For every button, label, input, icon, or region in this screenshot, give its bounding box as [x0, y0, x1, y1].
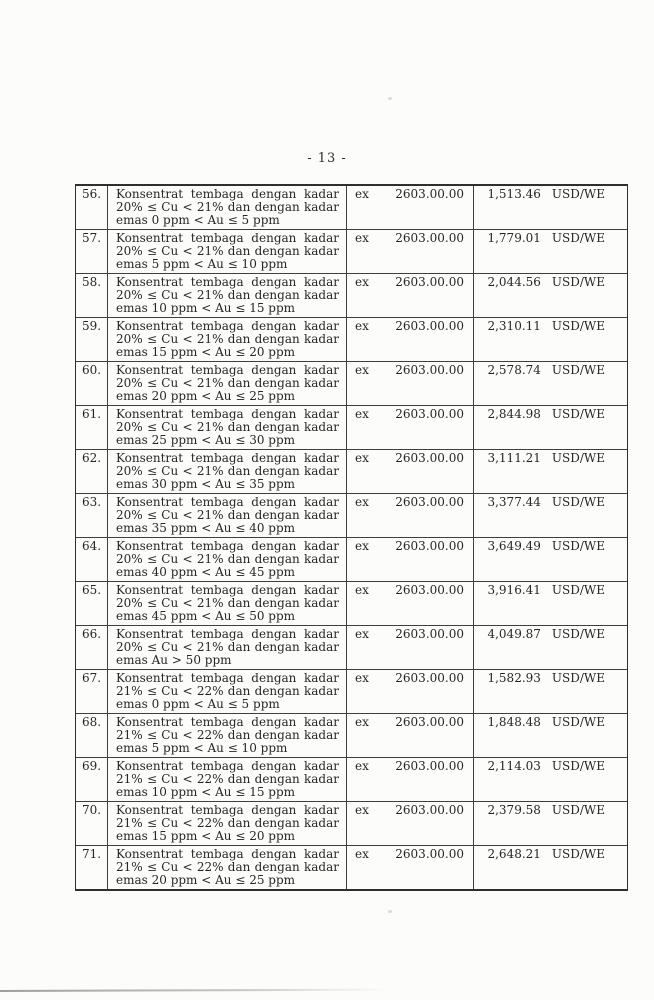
hs-code: 2603.00.00 — [395, 187, 464, 201]
table-row — [76, 670, 627, 714]
description-line: 21% ≤ Cu < 22% dan dengan kadar — [116, 860, 339, 874]
price-amount: 4,049.87 — [487, 627, 541, 641]
hs-code: 2603.00.00 — [395, 715, 464, 729]
description-line: Konsentrat tembaga dengan kadar — [116, 803, 339, 817]
row-price — [474, 582, 627, 625]
scan-artifact-line — [0, 989, 392, 992]
hs-code: 2603.00.00 — [395, 231, 464, 245]
row-description — [108, 714, 347, 757]
description-line: 20% ≤ Cu < 21% dan dengan kadar — [116, 640, 339, 654]
hs-ex-prefix: ex — [355, 759, 369, 773]
row-hs-code — [347, 758, 474, 801]
hs-code: 2603.00.00 — [395, 583, 464, 597]
price-amount: 2,578.74 — [487, 363, 541, 377]
price-amount: 2,844.98 — [487, 407, 541, 421]
table-row — [76, 362, 627, 406]
hs-code: 2603.00.00 — [395, 319, 464, 333]
hs-ex-prefix: ex — [355, 803, 369, 817]
description-line: emas 15 ppm < Au ≤ 20 ppm — [116, 829, 296, 843]
description-line: Konsentrat tembaga dengan kadar — [116, 231, 339, 245]
row-description — [108, 758, 347, 801]
description-line: 20% ≤ Cu < 21% dan dengan kadar — [116, 464, 339, 478]
row-price — [474, 186, 627, 229]
description-line: 20% ≤ Cu < 21% dan dengan kadar — [116, 552, 339, 566]
description-line: emas 0 ppm < Au ≤ 5 ppm — [116, 697, 280, 711]
description-line: 21% ≤ Cu < 22% dan dengan kadar — [116, 684, 339, 698]
description-line: Konsentrat tembaga dengan kadar — [116, 759, 339, 773]
price-amount: 2,648.21 — [487, 847, 541, 861]
hs-code: 2603.00.00 — [395, 275, 464, 289]
hs-ex-prefix: ex — [355, 847, 369, 861]
row-hs-code — [347, 538, 474, 581]
table-row — [76, 714, 627, 758]
row-hs-code — [347, 582, 474, 625]
description-line: Konsentrat tembaga dengan kadar — [116, 847, 339, 861]
price-unit: USD/WE — [551, 275, 605, 289]
description-line: 20% ≤ Cu < 21% dan dengan kadar — [116, 244, 339, 258]
hs-code: 2603.00.00 — [395, 539, 464, 553]
description-line: Konsentrat tembaga dengan kadar — [116, 319, 339, 333]
row-description — [108, 274, 347, 317]
hs-code: 2603.00.00 — [395, 495, 464, 509]
description-line: 20% ≤ Cu < 21% dan dengan kadar — [116, 200, 339, 214]
row-hs-code — [347, 186, 474, 229]
description-line: emas 40 ppm < Au ≤ 45 ppm — [116, 565, 296, 579]
row-hs-code — [347, 406, 474, 449]
row-price — [474, 802, 627, 845]
price-amount: 1,582.93 — [487, 671, 541, 685]
description-line: Konsentrat tembaga dengan kadar — [116, 583, 339, 597]
hs-ex-prefix: ex — [355, 583, 369, 597]
price-amount: 3,916.41 — [487, 583, 541, 597]
description-line: Konsentrat tembaga dengan kadar — [116, 407, 339, 421]
row-description — [108, 318, 347, 361]
scan-artifact-speck — [388, 97, 392, 100]
hs-ex-prefix: ex — [355, 451, 369, 465]
row-description — [108, 186, 347, 229]
description-line: emas 5 ppm < Au ≤ 10 ppm — [116, 257, 288, 271]
row-number: 62. — [76, 450, 108, 493]
hs-code: 2603.00.00 — [395, 671, 464, 685]
row-number: 71. — [76, 846, 108, 889]
description-line: Konsentrat tembaga dengan kadar — [116, 715, 339, 729]
hs-ex-prefix: ex — [355, 671, 369, 685]
table-row — [76, 450, 627, 494]
row-hs-code — [347, 714, 474, 757]
row-number: 59. — [76, 318, 108, 361]
hs-code: 2603.00.00 — [395, 451, 464, 465]
row-hs-code — [347, 846, 474, 889]
price-unit: USD/WE — [551, 407, 605, 421]
row-hs-code — [347, 802, 474, 845]
description-line: emas 45 ppm < Au ≤ 50 ppm — [116, 609, 296, 623]
price-unit: USD/WE — [551, 451, 605, 465]
row-price — [474, 670, 627, 713]
row-price — [474, 538, 627, 581]
hs-ex-prefix: ex — [355, 275, 369, 289]
price-unit: USD/WE — [551, 583, 605, 597]
row-description — [108, 450, 347, 493]
row-number: 65. — [76, 582, 108, 625]
price-unit: USD/WE — [551, 715, 605, 729]
table-row — [76, 538, 627, 582]
description-line: emas 20 ppm < Au ≤ 25 ppm — [116, 873, 296, 887]
description-line: emas 0 ppm < Au ≤ 5 ppm — [116, 213, 280, 227]
description-line: emas 35 ppm < Au ≤ 40 ppm — [116, 521, 296, 535]
row-price — [474, 406, 627, 449]
hs-code: 2603.00.00 — [395, 407, 464, 421]
description-line: 21% ≤ Cu < 22% dan dengan kadar — [116, 816, 339, 830]
description-line: Konsentrat tembaga dengan kadar — [116, 495, 339, 509]
price-amount: 3,111.21 — [487, 451, 541, 465]
description-line: 20% ≤ Cu < 21% dan dengan kadar — [116, 508, 339, 522]
row-price — [474, 450, 627, 493]
hs-code: 2603.00.00 — [395, 847, 464, 861]
description-line: emas 30 ppm < Au ≤ 35 ppm — [116, 477, 296, 491]
description-line: Konsentrat tembaga dengan kadar — [116, 539, 339, 553]
price-unit: USD/WE — [551, 319, 605, 333]
row-description — [108, 670, 347, 713]
row-price — [474, 846, 627, 889]
table-row — [76, 802, 627, 846]
price-unit: USD/WE — [551, 363, 605, 377]
tariff-table — [75, 184, 628, 891]
row-number: 56. — [76, 186, 108, 229]
table-row — [76, 230, 627, 274]
price-amount: 1,513.46 — [487, 187, 541, 201]
price-unit: USD/WE — [551, 539, 605, 553]
row-description — [108, 230, 347, 273]
hs-ex-prefix: ex — [355, 715, 369, 729]
description-line: emas 20 ppm < Au ≤ 25 ppm — [116, 389, 296, 403]
row-description — [108, 846, 347, 889]
hs-code: 2603.00.00 — [395, 759, 464, 773]
row-description — [108, 494, 347, 537]
description-line: Konsentrat tembaga dengan kadar — [116, 363, 339, 377]
description-line: emas 10 ppm < Au ≤ 15 ppm — [116, 301, 296, 315]
description-line: emas 5 ppm < Au ≤ 10 ppm — [116, 741, 288, 755]
row-description — [108, 538, 347, 581]
row-description — [108, 406, 347, 449]
price-amount: 1,779.01 — [487, 231, 541, 245]
description-line: 20% ≤ Cu < 21% dan dengan kadar — [116, 420, 339, 434]
price-amount: 2,379.58 — [487, 803, 541, 817]
hs-ex-prefix: ex — [355, 407, 369, 421]
description-line: 21% ≤ Cu < 22% dan dengan kadar — [116, 728, 339, 742]
description-line: Konsentrat tembaga dengan kadar — [116, 671, 339, 685]
row-price — [474, 318, 627, 361]
description-line: 20% ≤ Cu < 21% dan dengan kadar — [116, 332, 339, 346]
row-description — [108, 582, 347, 625]
description-line: 20% ≤ Cu < 21% dan dengan kadar — [116, 596, 339, 610]
tariff-table-body — [76, 186, 627, 889]
price-unit: USD/WE — [551, 759, 605, 773]
row-hs-code — [347, 450, 474, 493]
table-row — [76, 318, 627, 362]
description-line: emas 25 ppm < Au ≤ 30 ppm — [116, 433, 296, 447]
row-number: 60. — [76, 362, 108, 405]
description-line: 20% ≤ Cu < 21% dan dengan kadar — [116, 376, 339, 390]
row-price — [474, 626, 627, 669]
row-number: 68. — [76, 714, 108, 757]
description-line: Konsentrat tembaga dengan kadar — [116, 187, 339, 201]
page-number: - 13 - — [307, 151, 347, 166]
row-number: 69. — [76, 758, 108, 801]
row-price — [474, 714, 627, 757]
price-amount: 1,848.48 — [487, 715, 541, 729]
hs-code: 2603.00.00 — [395, 803, 464, 817]
price-unit: USD/WE — [551, 495, 605, 509]
row-number: 64. — [76, 538, 108, 581]
table-row — [76, 758, 627, 802]
hs-ex-prefix: ex — [355, 363, 369, 377]
description-line: 20% ≤ Cu < 21% dan dengan kadar — [116, 288, 339, 302]
row-hs-code — [347, 230, 474, 273]
description-line: Konsentrat tembaga dengan kadar — [116, 451, 339, 465]
description-line: emas 15 ppm < Au ≤ 20 ppm — [116, 345, 296, 359]
row-price — [474, 230, 627, 273]
table-row — [76, 494, 627, 538]
row-number: 70. — [76, 802, 108, 845]
row-description — [108, 626, 347, 669]
row-hs-code — [347, 362, 474, 405]
hs-code: 2603.00.00 — [395, 627, 464, 641]
row-number: 67. — [76, 670, 108, 713]
row-hs-code — [347, 626, 474, 669]
table-row — [76, 582, 627, 626]
hs-ex-prefix: ex — [355, 495, 369, 509]
row-price — [474, 274, 627, 317]
row-number: 63. — [76, 494, 108, 537]
table-row — [76, 186, 627, 230]
row-number: 66. — [76, 626, 108, 669]
row-description — [108, 802, 347, 845]
row-price — [474, 494, 627, 537]
scan-artifact-speck — [388, 910, 392, 913]
description-line: Konsentrat tembaga dengan kadar — [116, 627, 339, 641]
price-amount: 2,114.03 — [487, 759, 541, 773]
price-unit: USD/WE — [551, 847, 605, 861]
table-row — [76, 406, 627, 450]
hs-ex-prefix: ex — [355, 231, 369, 245]
price-unit: USD/WE — [551, 627, 605, 641]
price-amount: 2,310.11 — [487, 319, 541, 333]
table-row — [76, 846, 627, 889]
price-unit: USD/WE — [551, 187, 605, 201]
row-hs-code — [347, 670, 474, 713]
row-number: 58. — [76, 274, 108, 317]
hs-ex-prefix: ex — [355, 627, 369, 641]
row-price — [474, 758, 627, 801]
description-line: 21% ≤ Cu < 22% dan dengan kadar — [116, 772, 339, 786]
row-number: 57. — [76, 230, 108, 273]
price-unit: USD/WE — [551, 231, 605, 245]
hs-ex-prefix: ex — [355, 539, 369, 553]
price-unit: USD/WE — [551, 671, 605, 685]
table-row — [76, 626, 627, 670]
row-price — [474, 362, 627, 405]
description-line: emas Au > 50 ppm — [116, 653, 232, 667]
price-amount: 3,649.49 — [487, 539, 541, 553]
price-amount: 3,377.44 — [487, 495, 541, 509]
row-hs-code — [347, 274, 474, 317]
row-hs-code — [347, 318, 474, 361]
price-amount: 2,044.56 — [487, 275, 541, 289]
table-row — [76, 274, 627, 318]
description-line: Konsentrat tembaga dengan kadar — [116, 275, 339, 289]
price-unit: USD/WE — [551, 803, 605, 817]
hs-ex-prefix: ex — [355, 187, 369, 201]
row-hs-code — [347, 494, 474, 537]
hs-ex-prefix: ex — [355, 319, 369, 333]
row-description — [108, 362, 347, 405]
hs-code: 2603.00.00 — [395, 363, 464, 377]
description-line: emas 10 ppm < Au ≤ 15 ppm — [116, 785, 296, 799]
row-number: 61. — [76, 406, 108, 449]
